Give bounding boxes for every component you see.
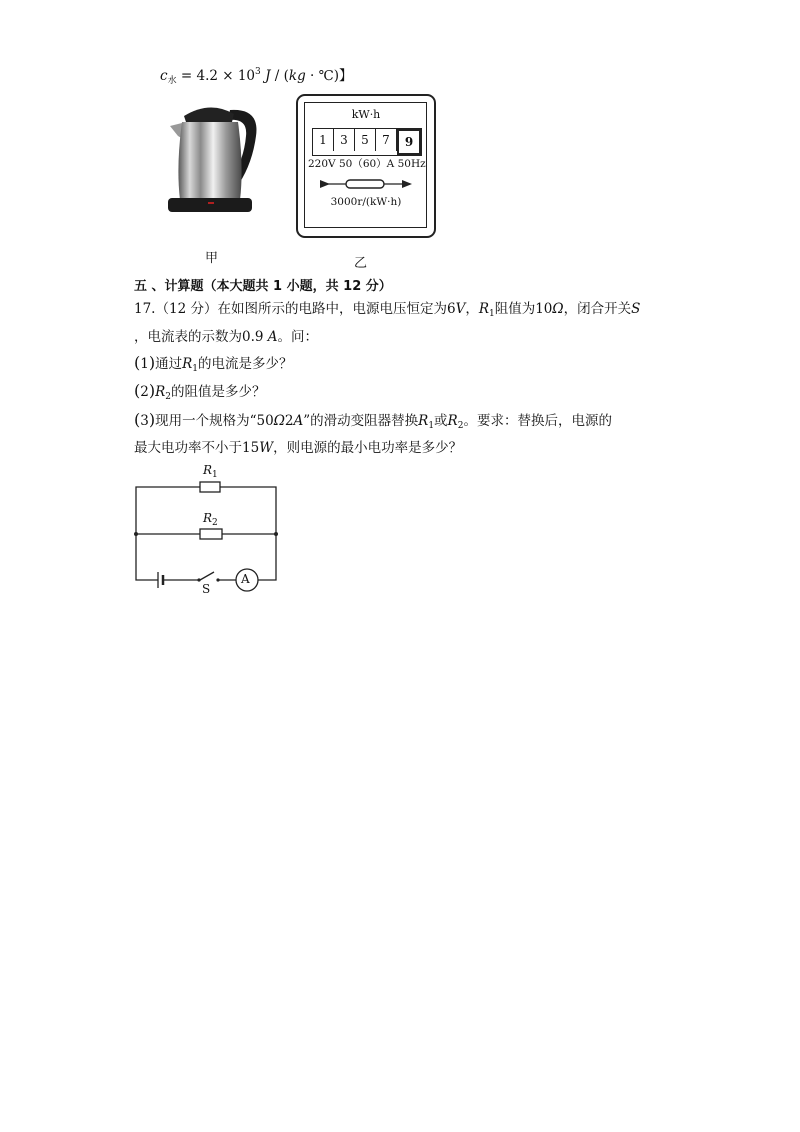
meter-digit: 1 (313, 129, 334, 151)
resistor-r1-label: $R_1$ (203, 463, 218, 480)
question-3-line-1: (3)现用一个规格为“50Ω2A”的滑动变阻器替换$R_1$或$R_2$。要求：替换后，电源的 (134, 410, 612, 431)
meter-unit-label: kW·h (351, 108, 381, 121)
meter-constant-text: 3000r/(kW·h) (330, 196, 402, 208)
problem-stem-line-1: 17.（12 分）在如图所示的电路中，电源电压恒定为6V，$R_1$阻值为10Ω，闭合开关S (134, 301, 641, 319)
ammeter-label: A (241, 572, 250, 586)
figure-caption-jia: 甲 (205, 251, 219, 266)
meter-digit: 7 (376, 129, 397, 151)
meter-digit-decimal: 9 (397, 129, 421, 155)
electric-kettle-image (160, 96, 264, 218)
question-1: (1)通过$R_1$的电流是多少？ (134, 353, 293, 374)
section-title: 五 、计算题（本大题共 1 小题，共 12 分） (134, 279, 392, 294)
meter-reading-digits (312, 128, 422, 156)
problem-stem-line-2: ，电流表的示数为0.9 A。问： (134, 329, 319, 345)
meter-digit: 3 (334, 129, 355, 151)
meter-rotating-disc-icon (320, 176, 412, 195)
meter-digit: 5 (355, 129, 376, 151)
meter-rating-text: 220V 50（60）A 50Hz (308, 158, 426, 170)
question-2: $(2)R_2$的阻值是多少？ (134, 381, 266, 402)
figure-caption-yi: 乙 (354, 256, 368, 271)
electric-meter-figure (296, 94, 436, 238)
kettle-illustration (160, 96, 264, 218)
specific-heat-formula: $c_水 = 4.2 \times 10^3$ J / (kg · ℃)】 (160, 67, 353, 86)
question-3-line-2: 最大电功率不小于15W，则电源的最小电功率是多少？ (134, 440, 463, 456)
resistor-r2-label: $R_2$ (203, 511, 218, 528)
circuit-diagram (128, 460, 288, 602)
switch-label: S (202, 582, 211, 596)
